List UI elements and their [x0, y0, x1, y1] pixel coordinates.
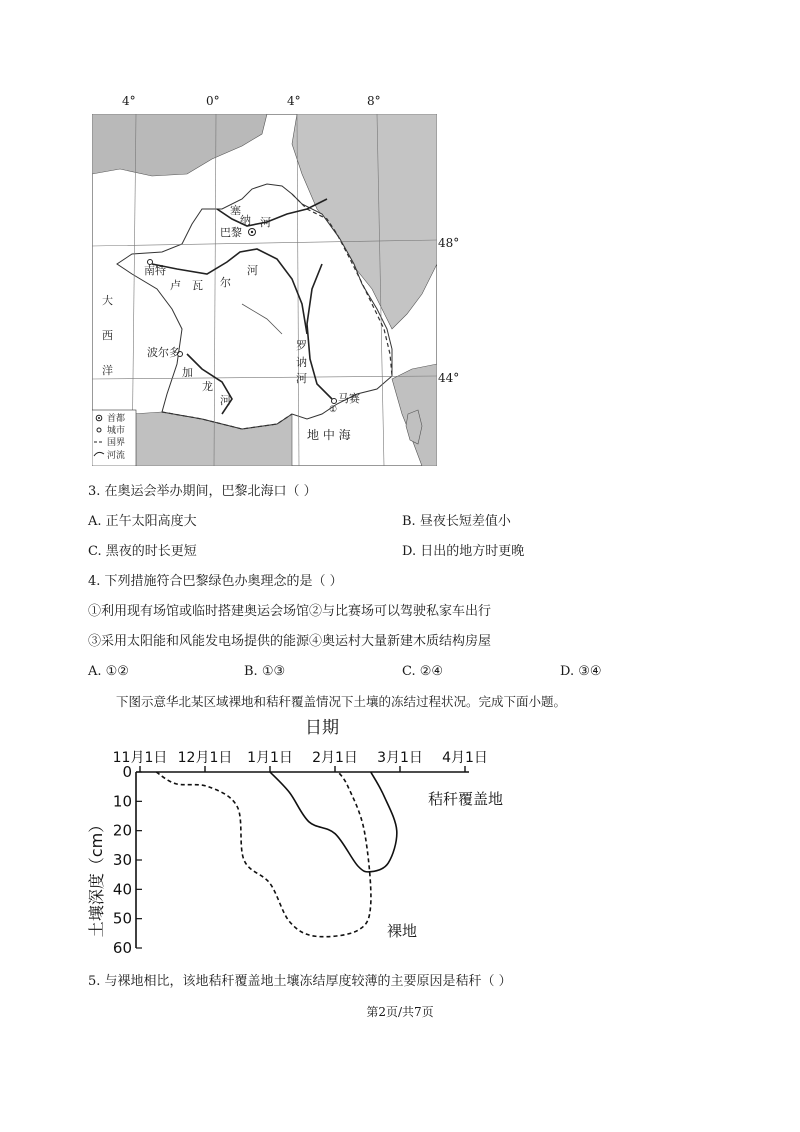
paris-label: 巴黎: [220, 226, 242, 239]
legend-straw-label: 秸秆覆盖地: [428, 790, 504, 808]
map-figure: [80, 92, 470, 472]
x-tick-label: 11月1日: [112, 750, 168, 766]
lat-label-48: 48°: [438, 236, 460, 250]
x-tick-label: 4月1日: [442, 750, 488, 766]
lon-label-8e: 8°: [367, 94, 381, 108]
y-tick-label: 30: [112, 851, 132, 869]
loire-char-3: 尔: [220, 276, 231, 289]
atlantic-char-2: 西: [102, 329, 113, 342]
lon-label-4w: 4°: [122, 94, 136, 108]
x-tick-label: 1月1日: [247, 750, 293, 766]
q4-option-c[interactable]: C. ②④: [402, 664, 444, 679]
loire-char-1: 卢: [170, 279, 181, 292]
marker-label: ①: [329, 405, 338, 415]
lon-label-4e: 4°: [287, 94, 301, 108]
q3-option-d[interactable]: D. 日出的地方时更晚: [402, 544, 525, 559]
y-tick-label: 0: [122, 763, 132, 781]
rhone-char-3: 河: [296, 372, 307, 385]
q4-line-2: ③采用太阳能和风能发电场提供的能源④奥运村大量新建木质结构房屋: [88, 634, 492, 649]
y-tick-label: 50: [112, 909, 132, 928]
y-tick-label: 10: [112, 792, 132, 811]
legend-capital-label: 首都: [107, 414, 126, 424]
med-sea-label: 地 中 海: [307, 428, 351, 442]
atlantic-char-1: 大: [102, 294, 113, 307]
x-tick-label: 12月1日: [177, 750, 233, 766]
seine-char-2: 纳: [240, 214, 251, 227]
q4-option-a[interactable]: A. ①②: [88, 664, 129, 679]
q3-option-a[interactable]: A. 正午太阳高度大: [88, 514, 197, 529]
marseille-city-marker: [332, 399, 337, 404]
lon-label-0: 0°: [206, 94, 220, 108]
section-intro: 下图示意华北某区域裸地和秸秆覆盖情况下土壤的冻结过程状况。完成下面小题。: [116, 694, 567, 709]
y-tick-label: 60: [112, 939, 132, 957]
y-tick-label: 20: [112, 821, 132, 840]
atlantic-char-3: 洋: [102, 364, 113, 377]
q4-stem: 4. 下列措施符合巴黎绿色办奥理念的是（ ）: [88, 574, 343, 589]
legend-border-label: 国界: [107, 438, 126, 448]
series-bare-line: [156, 772, 371, 937]
q3-option-c[interactable]: C. 黑夜的时长更短: [88, 544, 197, 559]
seine-char-3: 河: [260, 216, 271, 229]
map-svg: [92, 114, 437, 466]
q3-stem: 3. 在奥运会举办期间，巴黎北海口（ ）: [88, 484, 317, 499]
paris-capital-dot: [251, 231, 253, 233]
soil-freeze-chart: [60, 712, 540, 972]
chart-title: 日期: [305, 718, 339, 738]
legend-bare-label: 裸地: [387, 922, 418, 940]
q5-stem: 5. 与裸地相比，该地秸秆覆盖地土壤冻结厚度较薄的主要原因是秸秆（ ）: [88, 974, 512, 989]
marseille-label: 马赛: [338, 392, 360, 405]
q4-option-b[interactable]: B. ①③: [244, 664, 286, 679]
q4-option-d[interactable]: D. ③④: [560, 664, 602, 679]
legend-river-label: 河流: [107, 451, 126, 461]
x-tick-labels: [113, 750, 488, 772]
y-axis-label: 土壤深度（cm）: [87, 816, 106, 938]
nantes-label: 南特: [144, 264, 166, 277]
garonne-char-1: 加: [182, 366, 193, 379]
q3-option-b[interactable]: B. 昼夜长短差值小: [402, 514, 511, 529]
legend-city-label: 城市: [107, 426, 126, 436]
garonne-char-2: 龙: [202, 380, 213, 393]
lat-label-44: 44°: [438, 371, 460, 385]
loire-char-4: 河: [247, 264, 258, 277]
rhone-char-1: 罗: [296, 339, 307, 352]
legend-city-icon: [97, 428, 101, 432]
q4-line-1: ①利用现有场馆或临时搭建奥运会场馆②与比赛场可以驾驶私家车出行: [88, 604, 492, 619]
loire-char-2: 瓦: [192, 279, 203, 292]
page-footer: 第2页/共7页: [366, 1005, 434, 1019]
garonne-char-3: 河: [220, 394, 231, 407]
seine-char-1: 塞: [230, 204, 241, 217]
rhone-char-2: 讷: [296, 356, 307, 369]
bordeaux-label: 波尔多: [147, 346, 180, 359]
x-tick-label: 3月1日: [377, 750, 423, 766]
series-straw-line: [270, 772, 397, 872]
y-tick-labels: [113, 763, 142, 957]
y-tick-label: 40: [112, 880, 132, 899]
x-tick-label: 2月1日: [312, 750, 358, 766]
